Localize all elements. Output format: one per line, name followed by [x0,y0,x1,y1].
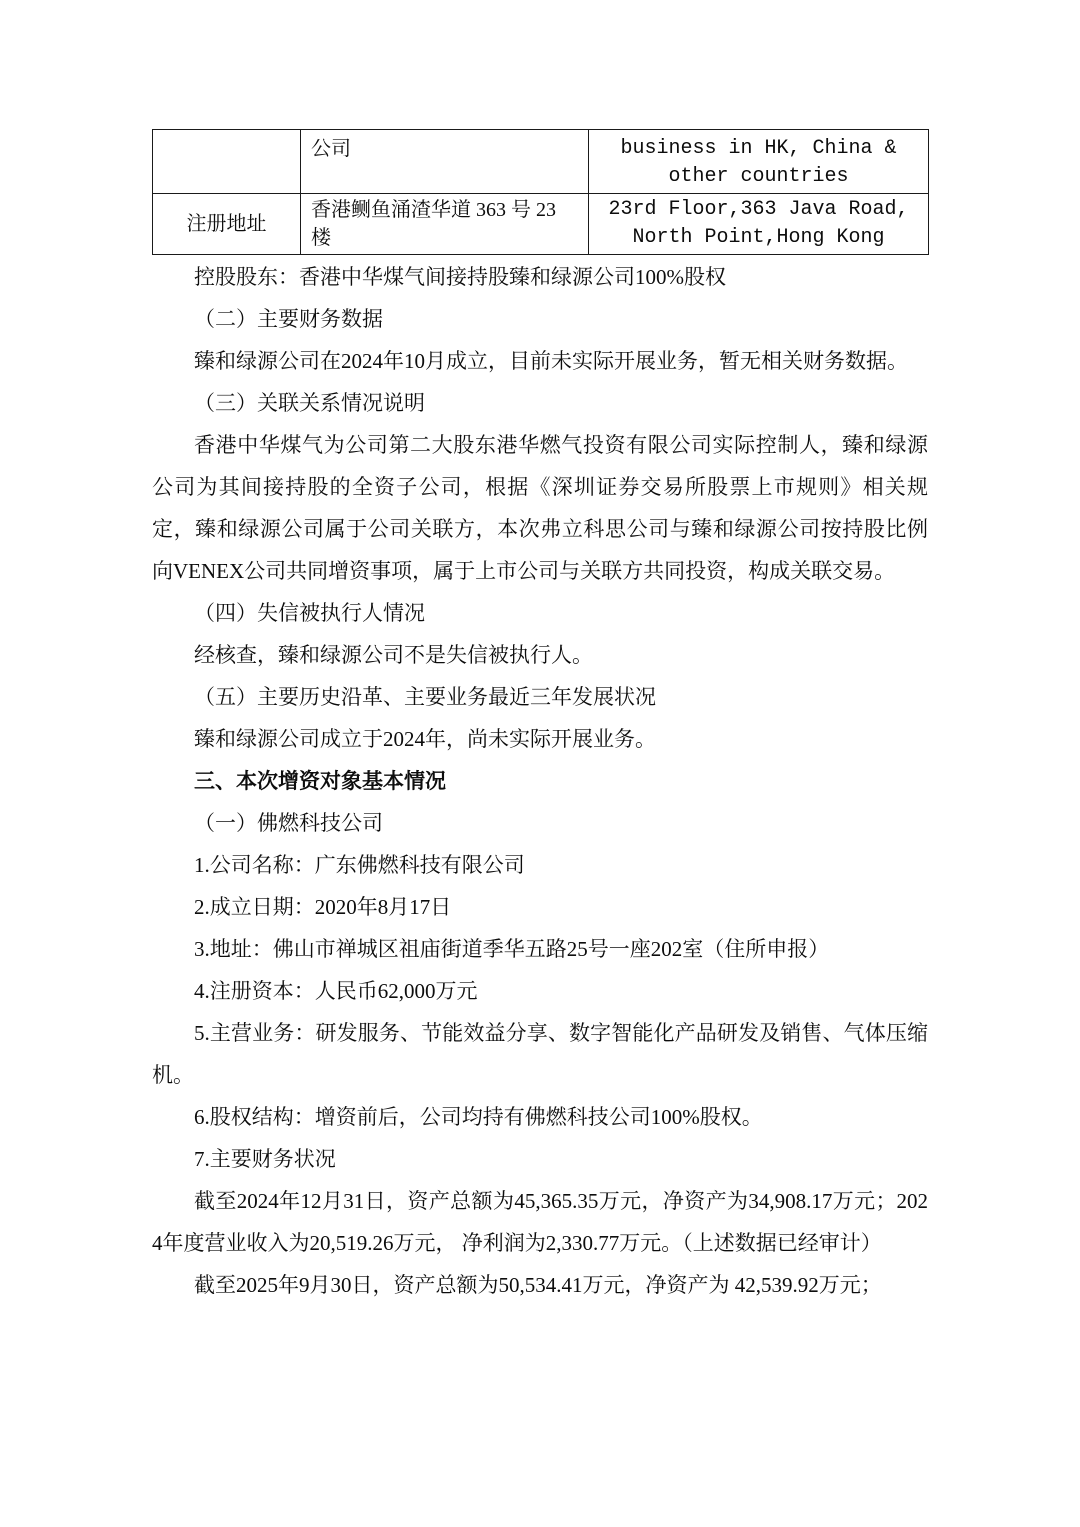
section-heading-foran-tech: （一）佛燃科技公司 [194,811,383,835]
table-cell-english-value: business in HK, China & other countries [589,130,929,194]
document-body [152,256,928,1306]
table-cell-english-value: 23rd Floor,363 Java Road, North Point,Hong Kong [589,194,929,255]
paragraph-related-relationship: 香港中华煤气为公司第二大股东港华燃气投资有限公司实际控制人，臻和绿源公司为其间接持股的全资子公司，根据《深圳证券交易所股票上市规则》相关规定，臻和绿源公司属于公司关联方，本次弗立科思公司与臻和绿源公司按持股比例向VENEX公司共同增资事项，属于上市公司与关联方共同投资，构成关联交易。 [152,433,928,583]
company-info-table [152,129,929,255]
paragraph-financial-data: 臻和绿源公司在2024年10月成立，目前未实际开展业务，暂无相关财务数据。 [194,349,908,373]
paragraph-financials-2024: 截至2024年12月31日，资产总额为45,365.35万元，净资产为34,908.17万元；2024年度营业收入为20,519.26万元， 净利润为2,330.77万元。（上述数据已经审计） [152,1189,928,1255]
paragraph-financials-2025: 截至2025年9月30日，资产总额为50,534.41万元，净资产为 42,539.92万元； [194,1273,882,1297]
paragraph-registered-capital: 4.注册资本：人民币62,000万元 [194,979,478,1003]
table-row-business-scope [153,130,929,194]
table-row-registered-address [153,194,929,255]
paragraph-controlling-shareholder: 控股股东：香港中华煤气间接持股臻和绿源公司100%股权 [194,265,726,289]
section-heading-financial-data: （二）主要财务数据 [194,307,383,331]
table-cell-row-label: 注册地址 [153,194,301,255]
paragraph-equity-structure: 6.股权结构：增资前后，公司均持有佛燃科技公司100%股权。 [194,1105,763,1129]
paragraph-dishonest-executee: 经核查，臻和绿源公司不是失信被执行人。 [194,643,593,667]
paragraph-history: 臻和绿源公司成立于2024年，尚未实际开展业务。 [194,727,656,751]
paragraph-address: 3.地址：佛山市禅城区祖庙街道季华五路25号一座202室（住所申报） [194,937,830,961]
table-cell-chinese-value: 公司 [301,130,589,194]
section-heading-history: （五）主要历史沿革、主要业务最近三年发展状况 [194,685,656,709]
paragraph-establish-date: 2.成立日期：2020年8月17日 [194,895,452,919]
document-page [152,0,928,1306]
table-cell-row-label [153,130,301,194]
paragraph-financial-status-heading: 7.主要财务状况 [194,1147,336,1171]
section-heading-dishonest-executee: （四）失信被执行人情况 [194,601,425,625]
table-cell-chinese-value: 香港鲗鱼涌渣华道 363 号 23 楼 [301,194,589,255]
paragraph-company-name: 1.公司名称：广东佛燃科技有限公司 [194,853,525,877]
paragraph-main-business: 5.主营业务：研发服务、节能效益分享、数字智能化产品研发及销售、气体压缩机。 [152,1021,928,1087]
section-heading-related-relationship: （三）关联关系情况说明 [194,391,425,415]
chapter-heading-capital-increase-target: 三、本次增资对象基本情况 [194,769,446,793]
